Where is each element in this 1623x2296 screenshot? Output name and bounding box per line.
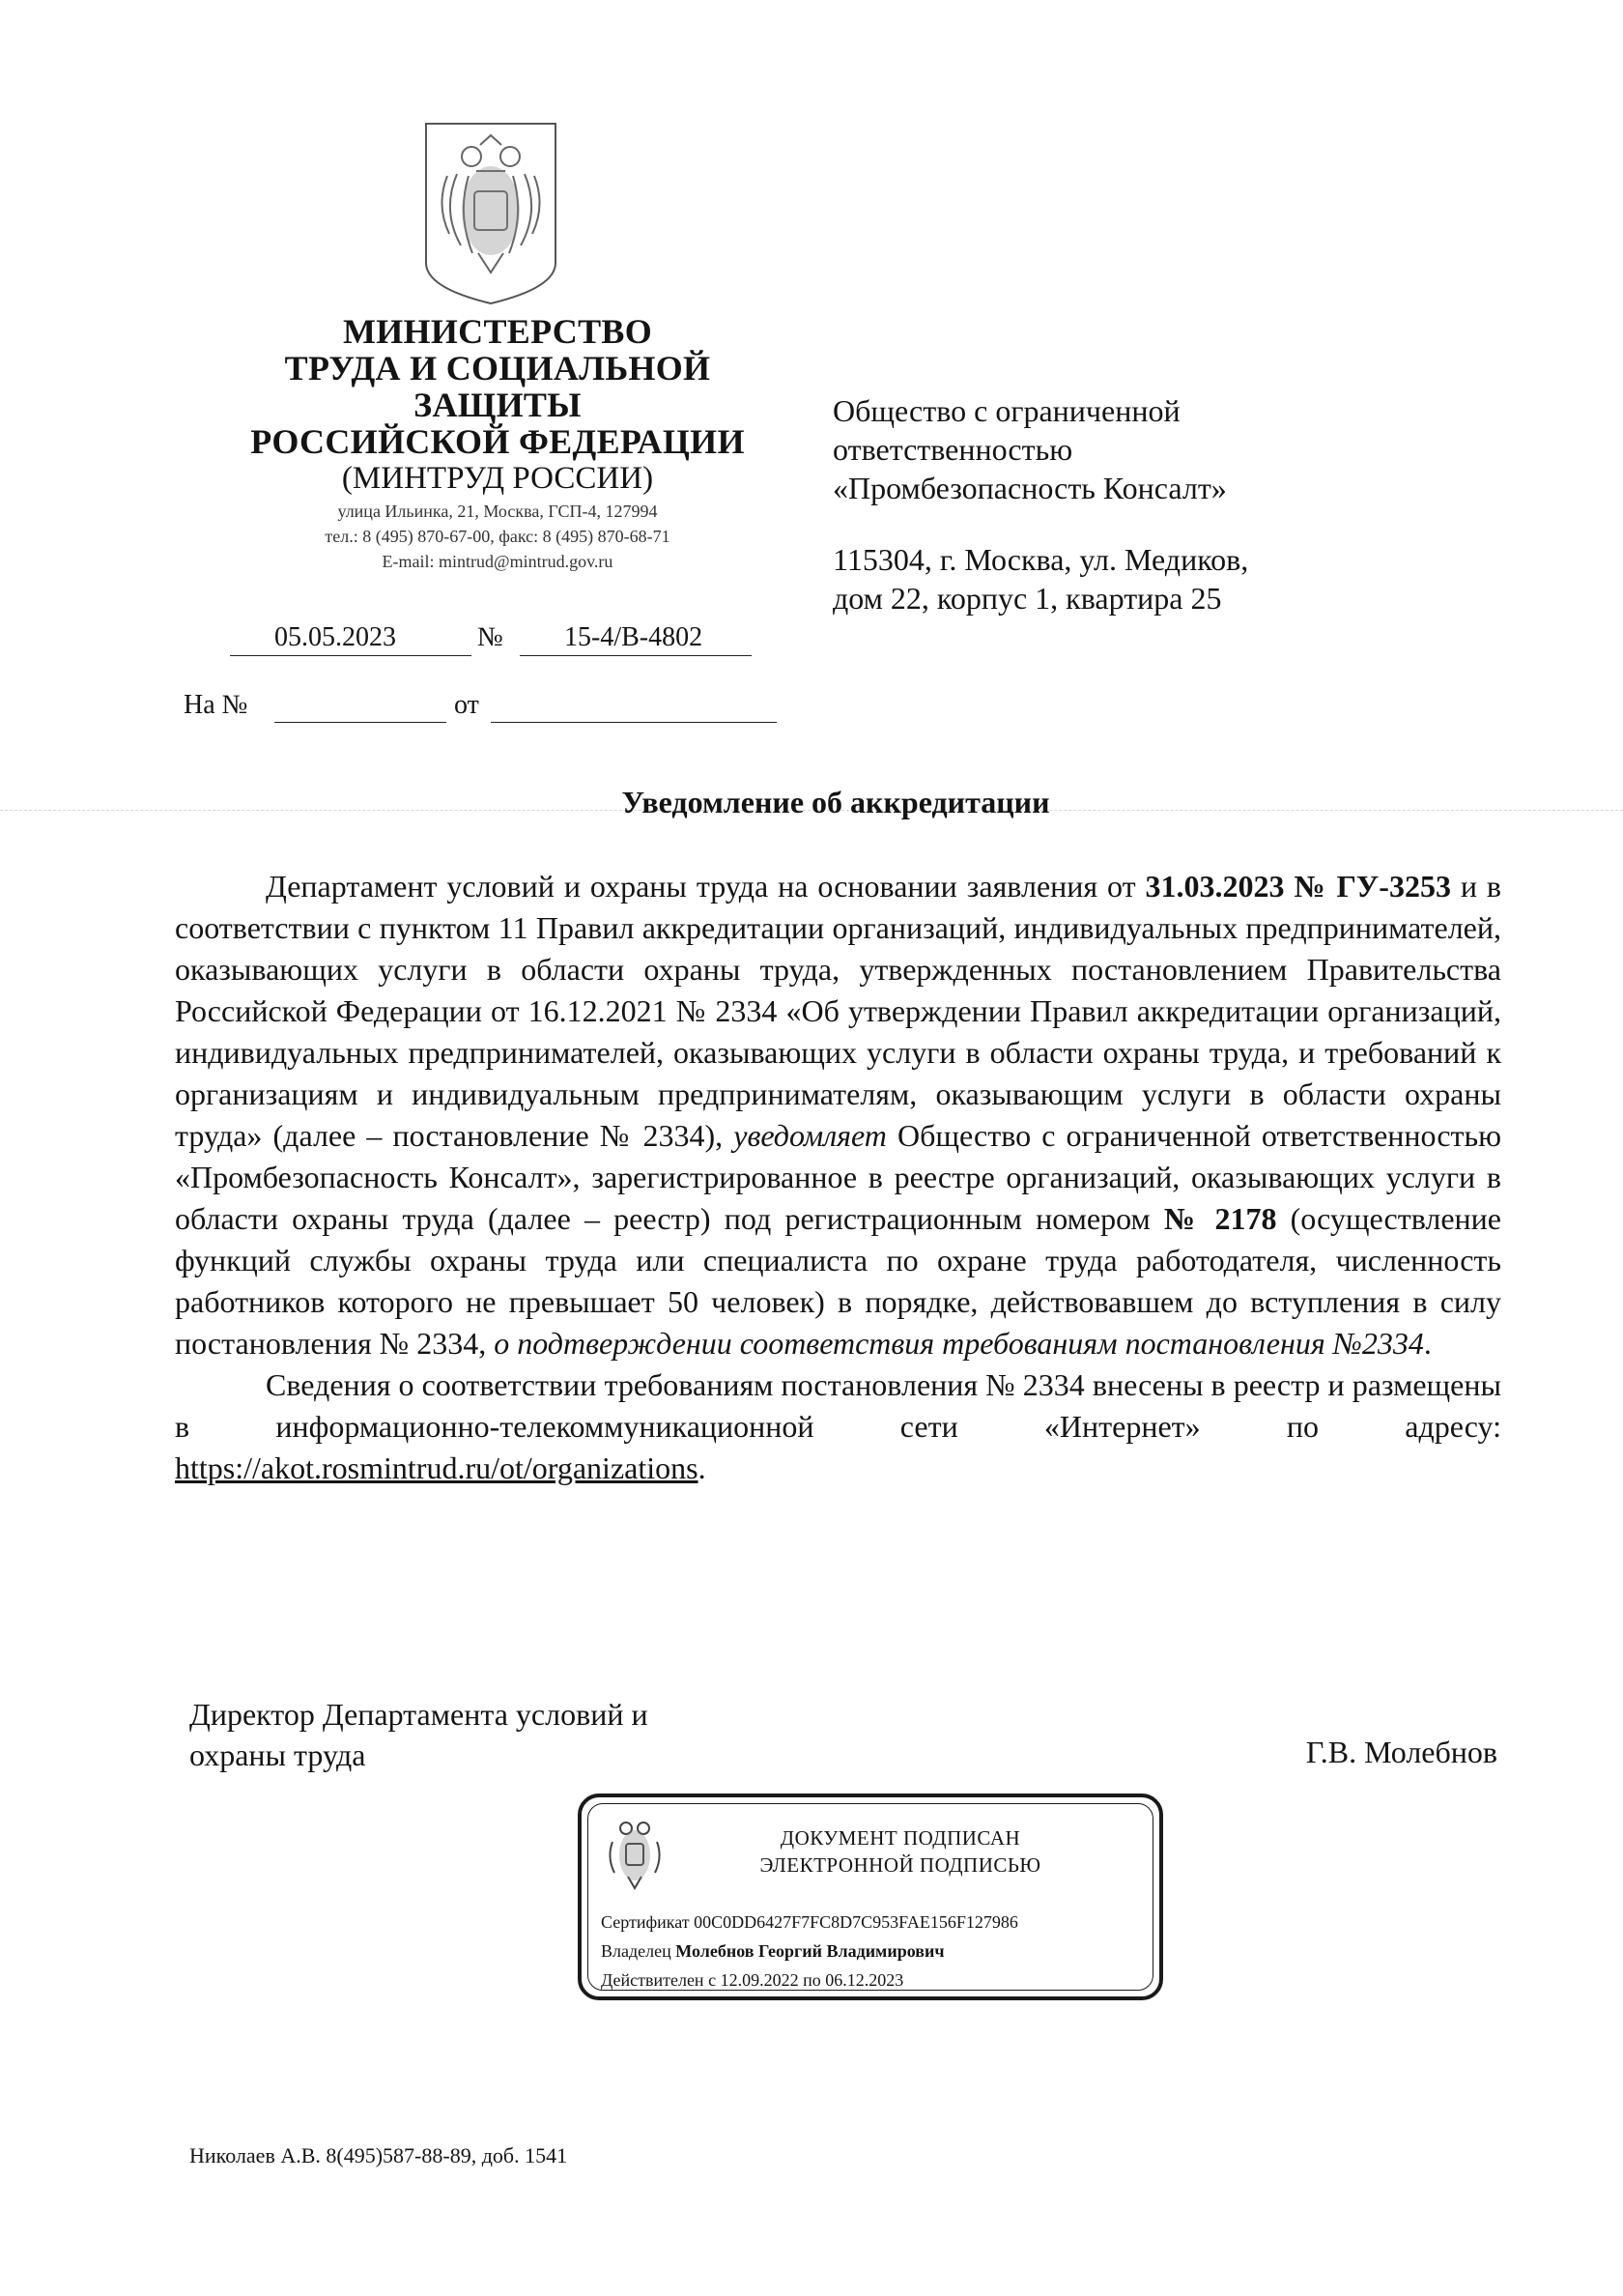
- addressee-address-line: 115304, г. Москва, ул. Медиков,: [833, 542, 1249, 577]
- paragraph-1: Департамент условий и охраны труда на основании заявления от 31.03.2023 № ГУ-3253 и в соответствии с пунктом 11 Правил аккредитации организаций, индивидуальных предпринимателей, оказывающих услуги в области охраны труда, утвержденных постановлением Правительства Российской Федерации от 16.12.2021 № 2334 «Об утверждении Правил аккредитации организаций, индивидуальных предпринимателей, оказывающих услуги в области охраны труда, и требований к организациям и индивидуальным предпринимателям, оказывающим услуги в области охраны труда» (далее – постановление № 2334), уведомляет Общество с ограниченной ответственностью «Промбезопасность Консалт», зарегистрированное в реестре организаций, оказывающих услуги в области охраны труда (далее – реестр) под регистрационным номером № 2178 (осуществление функций службы охраны труда или специалиста по охране труда работодателя, численность работников которого не превышает 50 человек) в порядке, действовавшем до вступления в силу постановления № 2334, о подтверждении соответствия требованиям постановления №2334.: [175, 869, 1502, 1361]
- addressee-line: ответственностью: [833, 432, 1073, 467]
- stamp-header: ДОКУМЕНТ ПОДПИСАН ЭЛЕКТРОННОЙ ПОДПИСЬЮ: [759, 1826, 1041, 1877]
- ministry-letterhead: [222, 313, 773, 572]
- ministry-short-name: (МИНТРУД РОССИИ): [341, 461, 654, 496]
- ref-number-blank: [274, 722, 446, 723]
- application-reference: 31.03.2023 № ГУ-3253: [1145, 869, 1451, 904]
- ministry-name-line: ТРУДА И СОЦИАЛЬНОЙ: [284, 349, 711, 387]
- addressee-line: «Промбезопасность Консалт»: [833, 471, 1227, 505]
- number-label: №: [477, 622, 503, 652]
- ministry-address: улица Ильинка, 21, Москва, ГСП-4, 127994: [337, 502, 658, 521]
- signatory-name: Г.В. Молебнов: [1305, 1735, 1497, 1769]
- letter-number: 15-4/В-4802: [564, 622, 703, 652]
- ministry-email: E-mail: mintrud@mintrud.gov.ru: [382, 552, 613, 571]
- ministry-name-line: ЗАЩИТЫ: [413, 386, 582, 424]
- stamp-details: [601, 1908, 1142, 1995]
- ministry-name-line: МИНИСТЕРСТВО: [342, 312, 653, 351]
- stamp-certificate: Сертификат 00C0DD6427F7FC8D7C953FAE156F127986: [601, 1912, 1018, 1932]
- date-underline: [230, 655, 471, 656]
- letter-date: 05.05.2023: [274, 622, 396, 652]
- ministry-phone: тел.: 8 (495) 870-67-00, факс: 8 (495) 870-68-71: [325, 527, 670, 546]
- paragraph-2: Сведения о соответствии требованиям постановления № 2334 внесены в реестр и размещены в информационно-телекоммуникационной сети «Интернет» по адресу: https://akot.rosmintrud.ru/ot/organizations.: [175, 1367, 1501, 1485]
- confirmation-emphasis: о подтверждении соответствия требованиям постановления №2334: [494, 1326, 1424, 1361]
- registration-line: [230, 622, 752, 657]
- addressee-line: Общество с ограниченной: [833, 393, 1181, 428]
- ref-number-label: На №: [184, 690, 248, 720]
- registry-number: № 2178: [1163, 1201, 1277, 1236]
- stamp-owner: Владелец Молебнов Георгий Владимирович: [601, 1941, 945, 1961]
- ministry-name-line: РОССИЙСКОЙ ФЕДЕРАЦИИ: [250, 422, 745, 461]
- reference-line: [184, 690, 783, 729]
- coat-of-arms-emblem: [418, 118, 563, 307]
- executor-contact: Николаев А.В. 8(495)587-88-89, доб. 1541: [189, 2143, 568, 2167]
- document-title: Уведомление об аккредитации: [621, 785, 1050, 819]
- notifies-emphasis: уведомляет: [733, 1118, 887, 1153]
- registry-link[interactable]: https://akot.rosmintrud.ru/ot/organizations: [175, 1450, 698, 1485]
- addressee-address-line: дом 22, корпус 1, квартира 25: [833, 581, 1222, 616]
- e-signature-stamp: [578, 1794, 1163, 2000]
- ref-from-label: от: [454, 690, 479, 720]
- number-underline: [520, 655, 752, 656]
- ref-date-blank: [491, 722, 777, 723]
- signatory-position: Директор Департамента условий и охраны труда: [189, 1697, 648, 1772]
- addressee-block: [833, 391, 1374, 617]
- stamp-emblem-icon: [605, 1815, 665, 1892]
- stamp-validity: Действителен с 12.09.2022 по 06.12.2023: [601, 1970, 904, 1990]
- document-body: [175, 866, 1501, 1489]
